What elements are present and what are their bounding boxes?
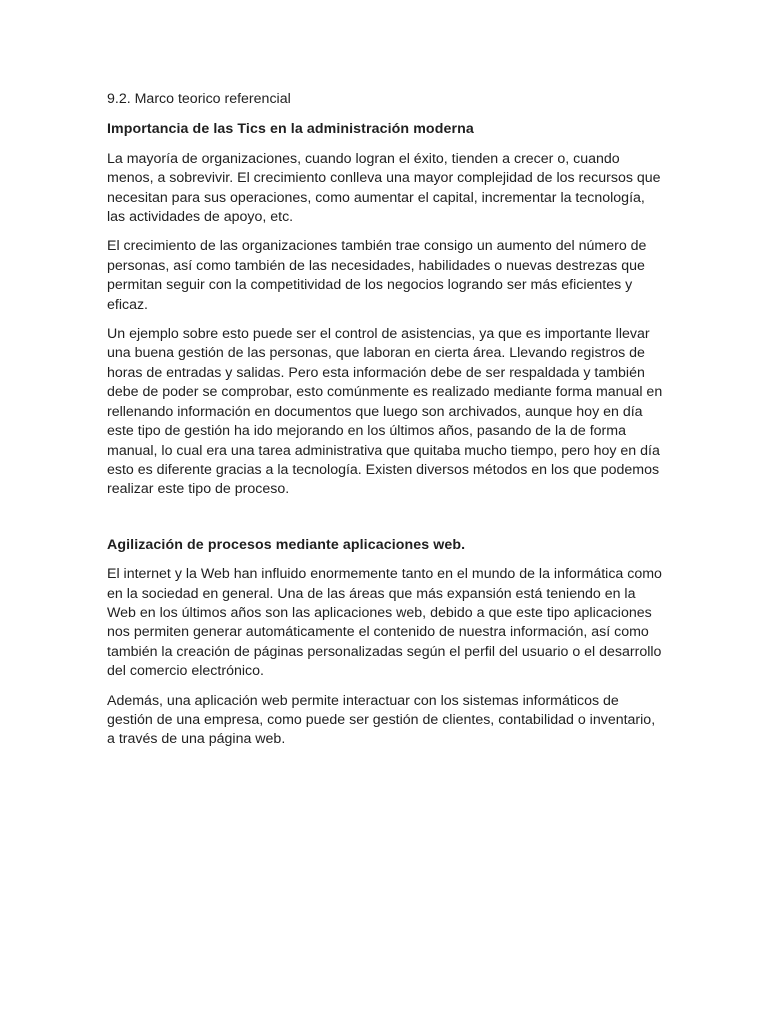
paragraph: El crecimiento de las organizaciones también trae consigo un aumento del número de personas, así como también de las necesidades, habilidades o nuevas destrezas que permitan seguir con la competitividad de los negocios logrando ser más eficientes y eficaz. xyxy=(107,238,647,313)
document-page xyxy=(107,90,665,760)
paragraph: La mayoría de organizaciones, cuando logran el éxito, tienden a crecer o, cuando menos, a sobrevivir. El crecimiento conlleva una mayor complejidad de los recursos que necesitan para sus operaciones, como aumentar el capital, incrementar la tecnología, las actividades de apoyo, etc. xyxy=(107,150,661,226)
paragraph: Además, una aplicación web permite interactuar con los sistemas informáticos de gestión de una empresa, como puede ser gestión de clientes, contabilidad o inventario, a través de una página web. xyxy=(107,692,656,748)
paragraph: El internet y la Web han influido enormemente tanto en el mundo de la informática como en la sociedad en general. Una de las áreas que más expansión está teniendo en la Web en los últimos años son las aplicaciones web, debido a que este tipo aplicaciones nos permiten generar automáticamente el contenido de nuestra información, así como también la creación de páginas personalizadas según el perfil del usuario o el desarrollo del comercio electrónico. xyxy=(107,566,662,680)
paragraph: Un ejemplo sobre esto puede ser el control de asistencias, ya que es importante llevar una buena gestión de las personas, que laboran en cierta área. Llevando registros de horas de entradas y salidas. Pero esta información debe de ser respaldada y también debe de poder se comprobar, esto comúnmente es realizado mediante forma manual en rellenando información en documentos que luego son archivados, aunque hoy en día este tipo de gestión ha ido mejorando en los últimos años, pasando de la de forma manual, lo cual era una tarea administrativa que quitaba mucho tiempo, pero hoy en día esto es diferente gracias a la tecnología. Existen diversos métodos en los que podemos realizar este tipo de proceso. xyxy=(107,326,663,498)
section-number-title: 9.2. Marco teorico referencial xyxy=(107,91,291,107)
section-heading-tics: Importancia de las Tics en la administración moderna xyxy=(107,121,474,138)
section-heading-web-apps: Agilización de procesos mediante aplicaciones web. xyxy=(107,536,466,553)
